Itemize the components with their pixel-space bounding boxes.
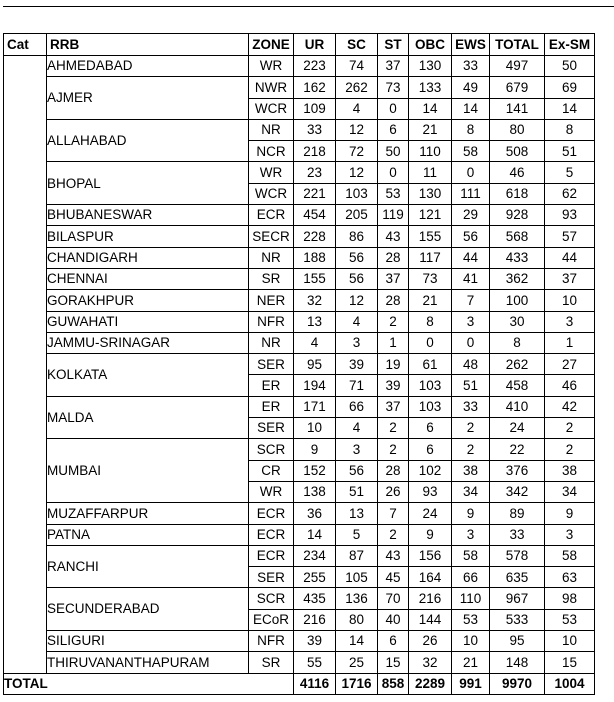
obc-cell: 130 [409, 56, 452, 77]
rrb-name: BILASPUR [47, 226, 249, 247]
zone-cell: SER [249, 354, 294, 375]
obc-cell: 26 [409, 631, 452, 652]
ur-cell: 152 [294, 460, 336, 481]
exsm-cell: 93 [545, 205, 595, 226]
st-cell: 6 [378, 631, 409, 652]
st-cell: 43 [378, 545, 409, 566]
exsm-cell: 2 [545, 418, 595, 439]
header-rrb: RRB [47, 34, 249, 56]
total-cell: 89 [490, 503, 545, 524]
st-cell: 15 [378, 652, 409, 673]
table-row [4, 77, 595, 98]
rrb-name: PATNA [47, 524, 249, 545]
rrb-name: CHENNAI [47, 268, 249, 289]
sc-cell: 205 [336, 205, 378, 226]
table-row [4, 205, 595, 226]
ur-cell: 39 [294, 631, 336, 652]
exsm-cell: 98 [545, 588, 595, 609]
total-ews: 991 [452, 673, 490, 694]
st-cell: 26 [378, 481, 409, 502]
exsm-cell: 5 [545, 162, 595, 183]
ur-cell: 10 [294, 418, 336, 439]
obc-cell: 14 [409, 98, 452, 119]
st-cell: 2 [378, 439, 409, 460]
exsm-cell: 2 [545, 439, 595, 460]
st-cell: 53 [378, 183, 409, 204]
sc-cell: 13 [336, 503, 378, 524]
ews-cell: 29 [452, 205, 490, 226]
ur-cell: 95 [294, 354, 336, 375]
table-row [4, 332, 595, 353]
total-cell: 80 [490, 119, 545, 140]
zone-cell: ECR [249, 205, 294, 226]
obc-cell: 144 [409, 609, 452, 630]
header-st: ST [378, 34, 409, 56]
rrb-name: AHMEDABAD [47, 56, 249, 77]
table-row [4, 545, 595, 566]
ews-cell: 56 [452, 226, 490, 247]
obc-cell: 8 [409, 311, 452, 332]
total-cell: 618 [490, 183, 545, 204]
obc-cell: 21 [409, 119, 452, 140]
total-st: 858 [378, 673, 409, 694]
table-row [4, 119, 595, 140]
ur-cell: 216 [294, 609, 336, 630]
total-cell: 22 [490, 439, 545, 460]
header-sc: SC [336, 34, 378, 56]
sc-cell: 136 [336, 588, 378, 609]
total-cell: 342 [490, 481, 545, 502]
total-cell: 635 [490, 567, 545, 588]
ews-cell: 48 [452, 354, 490, 375]
st-cell: 1 [378, 332, 409, 353]
table-row [4, 652, 595, 673]
ur-cell: 23 [294, 162, 336, 183]
st-cell: 73 [378, 77, 409, 98]
obc-cell: 103 [409, 396, 452, 417]
exsm-cell: 15 [545, 652, 595, 673]
zone-cell: NR [249, 119, 294, 140]
total-cell: 568 [490, 226, 545, 247]
ews-cell: 58 [452, 545, 490, 566]
exsm-cell: 10 [545, 631, 595, 652]
zone-cell: SCR [249, 588, 294, 609]
ews-cell: 41 [452, 268, 490, 289]
zone-cell: ECR [249, 524, 294, 545]
ews-cell: 9 [452, 503, 490, 524]
total-ur: 4116 [294, 673, 336, 694]
cat-cell [4, 56, 47, 674]
obc-cell: 102 [409, 460, 452, 481]
ur-cell: 13 [294, 311, 336, 332]
sc-cell: 103 [336, 183, 378, 204]
ews-cell: 34 [452, 481, 490, 502]
ur-cell: 138 [294, 481, 336, 502]
sc-cell: 12 [336, 119, 378, 140]
total-cell: 100 [490, 290, 545, 311]
rrb-name: JAMMU-SRINAGAR [47, 332, 249, 353]
zone-cell: NER [249, 290, 294, 311]
total-cell: 8 [490, 332, 545, 353]
st-cell: 37 [378, 56, 409, 77]
ur-cell: 188 [294, 247, 336, 268]
table-row [4, 396, 595, 417]
rrb-name: BHOPAL [47, 162, 249, 205]
exsm-cell: 42 [545, 396, 595, 417]
obc-cell: 6 [409, 439, 452, 460]
header-cat: Cat [4, 34, 47, 56]
exsm-cell: 27 [545, 354, 595, 375]
ur-cell: 36 [294, 503, 336, 524]
exsm-cell: 58 [545, 545, 595, 566]
sc-cell: 72 [336, 141, 378, 162]
obc-cell: 0 [409, 332, 452, 353]
total-cell: 376 [490, 460, 545, 481]
table-row [4, 268, 595, 289]
sc-cell: 105 [336, 567, 378, 588]
ur-cell: 32 [294, 290, 336, 311]
exsm-cell: 50 [545, 56, 595, 77]
sc-cell: 4 [336, 418, 378, 439]
total-cell: 95 [490, 631, 545, 652]
rrb-name: SILIGURI [47, 631, 249, 652]
table-row [4, 439, 595, 460]
zone-cell: ECoR [249, 609, 294, 630]
st-cell: 50 [378, 141, 409, 162]
ur-cell: 55 [294, 652, 336, 673]
table-row [4, 56, 595, 77]
exsm-cell: 53 [545, 609, 595, 630]
st-cell: 0 [378, 162, 409, 183]
total-row [4, 673, 595, 694]
total-cell: 497 [490, 56, 545, 77]
ews-cell: 0 [452, 332, 490, 353]
zone-cell: ER [249, 375, 294, 396]
obc-cell: 130 [409, 183, 452, 204]
total-cell: 262 [490, 354, 545, 375]
zone-cell: ECR [249, 503, 294, 524]
obc-cell: 6 [409, 418, 452, 439]
rrb-name: CHANDIGARH [47, 247, 249, 268]
sc-cell: 51 [336, 481, 378, 502]
exsm-cell: 38 [545, 460, 595, 481]
obc-cell: 32 [409, 652, 452, 673]
table-row [4, 162, 595, 183]
ews-cell: 10 [452, 631, 490, 652]
exsm-cell: 44 [545, 247, 595, 268]
table-row [4, 631, 595, 652]
rrb-name: MUMBAI [47, 439, 249, 503]
obc-cell: 21 [409, 290, 452, 311]
exsm-cell: 34 [545, 481, 595, 502]
header-total: TOTAL [490, 34, 545, 56]
sc-cell: 4 [336, 98, 378, 119]
exsm-cell: 9 [545, 503, 595, 524]
st-cell: 2 [378, 418, 409, 439]
ur-cell: 4 [294, 332, 336, 353]
st-cell: 28 [378, 247, 409, 268]
zone-cell: CR [249, 460, 294, 481]
obc-cell: 73 [409, 268, 452, 289]
ur-cell: 223 [294, 56, 336, 77]
zone-cell: NCR [249, 141, 294, 162]
obc-cell: 117 [409, 247, 452, 268]
exsm-cell: 57 [545, 226, 595, 247]
ur-cell: 171 [294, 396, 336, 417]
obc-cell: 11 [409, 162, 452, 183]
zone-cell: WR [249, 481, 294, 502]
zone-cell: WR [249, 162, 294, 183]
zone-cell: ECR [249, 545, 294, 566]
zone-cell: SCR [249, 439, 294, 460]
total-label: TOTAL [4, 673, 294, 694]
zone-cell: NWR [249, 77, 294, 98]
ews-cell: 21 [452, 652, 490, 673]
st-cell: 2 [378, 311, 409, 332]
ur-cell: 218 [294, 141, 336, 162]
sc-cell: 39 [336, 354, 378, 375]
sc-cell: 5 [336, 524, 378, 545]
sc-cell: 80 [336, 609, 378, 630]
rrb-name: AJMER [47, 77, 249, 120]
header-ur: UR [294, 34, 336, 56]
total-cell: 433 [490, 247, 545, 268]
obc-cell: 103 [409, 375, 452, 396]
zone-cell: NFR [249, 311, 294, 332]
sc-cell: 86 [336, 226, 378, 247]
exsm-cell: 10 [545, 290, 595, 311]
st-cell: 7 [378, 503, 409, 524]
zone-cell: NFR [249, 631, 294, 652]
ews-cell: 2 [452, 418, 490, 439]
st-cell: 19 [378, 354, 409, 375]
total-cell: 458 [490, 375, 545, 396]
exsm-cell: 8 [545, 119, 595, 140]
total-cell: 533 [490, 609, 545, 630]
exsm-cell: 63 [545, 567, 595, 588]
st-cell: 37 [378, 268, 409, 289]
st-cell: 119 [378, 205, 409, 226]
table-row [4, 311, 595, 332]
zone-cell: SECR [249, 226, 294, 247]
obc-cell: 156 [409, 545, 452, 566]
header-ews: EWS [452, 34, 490, 56]
sc-cell: 4 [336, 311, 378, 332]
ur-cell: 33 [294, 119, 336, 140]
exsm-cell: 14 [545, 98, 595, 119]
sc-cell: 25 [336, 652, 378, 673]
exsm-cell: 3 [545, 311, 595, 332]
exsm-cell: 46 [545, 375, 595, 396]
st-cell: 39 [378, 375, 409, 396]
sc-cell: 12 [336, 162, 378, 183]
st-cell: 2 [378, 524, 409, 545]
zone-cell: SR [249, 268, 294, 289]
header-exsm: Ex-SM [545, 34, 595, 56]
rrb-name: SECUNDERABAD [47, 588, 249, 631]
ews-cell: 8 [452, 119, 490, 140]
rrb-name: GUWAHATI [47, 311, 249, 332]
ur-cell: 454 [294, 205, 336, 226]
exsm-cell: 51 [545, 141, 595, 162]
ur-cell: 109 [294, 98, 336, 119]
ur-cell: 162 [294, 77, 336, 98]
rrb-name: MUZAFFARPUR [47, 503, 249, 524]
header-row [4, 34, 595, 56]
total-sc: 1716 [336, 673, 378, 694]
ur-cell: 9 [294, 439, 336, 460]
exsm-cell: 62 [545, 183, 595, 204]
zone-cell: NR [249, 332, 294, 353]
zone-cell: SER [249, 567, 294, 588]
ews-cell: 2 [452, 439, 490, 460]
rrb-name: BHUBANESWAR [47, 205, 249, 226]
zone-cell: SR [249, 652, 294, 673]
ur-cell: 255 [294, 567, 336, 588]
rrb-name: THIRUVANANTHAPURAM [47, 652, 249, 673]
ews-cell: 110 [452, 588, 490, 609]
sc-cell: 87 [336, 545, 378, 566]
sc-cell: 71 [336, 375, 378, 396]
sc-cell: 56 [336, 268, 378, 289]
sc-cell: 66 [336, 396, 378, 417]
total-cell: 362 [490, 268, 545, 289]
zone-cell: WCR [249, 98, 294, 119]
header-zone: ZONE [249, 34, 294, 56]
table-row [4, 503, 595, 524]
sc-cell: 3 [336, 439, 378, 460]
st-cell: 40 [378, 609, 409, 630]
total-cell: 967 [490, 588, 545, 609]
ews-cell: 3 [452, 524, 490, 545]
total-cell: 508 [490, 141, 545, 162]
ur-cell: 14 [294, 524, 336, 545]
total-obc: 2289 [409, 673, 452, 694]
ews-cell: 38 [452, 460, 490, 481]
obc-cell: 61 [409, 354, 452, 375]
ews-cell: 66 [452, 567, 490, 588]
st-cell: 37 [378, 396, 409, 417]
sc-cell: 14 [336, 631, 378, 652]
rrb-name: MALDA [47, 396, 249, 439]
st-cell: 6 [378, 119, 409, 140]
st-cell: 70 [378, 588, 409, 609]
ur-cell: 155 [294, 268, 336, 289]
st-cell: 0 [378, 98, 409, 119]
zone-cell: WCR [249, 183, 294, 204]
total-cell: 24 [490, 418, 545, 439]
total-cell: 46 [490, 162, 545, 183]
exsm-cell: 3 [545, 524, 595, 545]
header-obc: OBC [409, 34, 452, 56]
exsm-cell: 69 [545, 77, 595, 98]
total-total: 9970 [490, 673, 545, 694]
ur-cell: 228 [294, 226, 336, 247]
sc-cell: 74 [336, 56, 378, 77]
obc-cell: 121 [409, 205, 452, 226]
ews-cell: 3 [452, 311, 490, 332]
vacancy-table [3, 33, 595, 695]
zone-cell: ER [249, 396, 294, 417]
obc-cell: 93 [409, 481, 452, 502]
ur-cell: 221 [294, 183, 336, 204]
exsm-cell: 1 [545, 332, 595, 353]
obc-cell: 110 [409, 141, 452, 162]
sc-cell: 262 [336, 77, 378, 98]
table-row [4, 588, 595, 609]
sc-cell: 56 [336, 460, 378, 481]
ur-cell: 435 [294, 588, 336, 609]
ews-cell: 33 [452, 56, 490, 77]
table-row [4, 354, 595, 375]
total-exsm: 1004 [545, 673, 595, 694]
ur-cell: 194 [294, 375, 336, 396]
ews-cell: 53 [452, 609, 490, 630]
zone-cell: WR [249, 56, 294, 77]
ews-cell: 49 [452, 77, 490, 98]
rrb-name: ALLAHABAD [47, 119, 249, 162]
total-cell: 30 [490, 311, 545, 332]
ews-cell: 51 [452, 375, 490, 396]
total-cell: 33 [490, 524, 545, 545]
st-cell: 45 [378, 567, 409, 588]
ews-cell: 14 [452, 98, 490, 119]
total-cell: 679 [490, 77, 545, 98]
total-cell: 148 [490, 652, 545, 673]
rrb-name: GORAKHPUR [47, 290, 249, 311]
zone-cell: NR [249, 247, 294, 268]
ews-cell: 0 [452, 162, 490, 183]
table-row [4, 290, 595, 311]
table-body [4, 56, 595, 674]
st-cell: 28 [378, 290, 409, 311]
st-cell: 28 [378, 460, 409, 481]
sc-cell: 3 [336, 332, 378, 353]
table-row [4, 524, 595, 545]
total-cell: 410 [490, 396, 545, 417]
zone-cell: SER [249, 418, 294, 439]
ews-cell: 111 [452, 183, 490, 204]
ews-cell: 33 [452, 396, 490, 417]
st-cell: 43 [378, 226, 409, 247]
obc-cell: 164 [409, 567, 452, 588]
ur-cell: 234 [294, 545, 336, 566]
table-row [4, 247, 595, 268]
rrb-name: KOLKATA [47, 354, 249, 397]
sc-cell: 56 [336, 247, 378, 268]
obc-cell: 24 [409, 503, 452, 524]
obc-cell: 216 [409, 588, 452, 609]
exsm-cell: 37 [545, 268, 595, 289]
obc-cell: 133 [409, 77, 452, 98]
obc-cell: 9 [409, 524, 452, 545]
rrb-name: RANCHI [47, 545, 249, 588]
sc-cell: 12 [336, 290, 378, 311]
total-cell: 928 [490, 205, 545, 226]
top-border-line [3, 6, 614, 7]
table-row [4, 226, 595, 247]
total-cell: 578 [490, 545, 545, 566]
obc-cell: 155 [409, 226, 452, 247]
ews-cell: 44 [452, 247, 490, 268]
ews-cell: 58 [452, 141, 490, 162]
ews-cell: 7 [452, 290, 490, 311]
total-cell: 141 [490, 98, 545, 119]
